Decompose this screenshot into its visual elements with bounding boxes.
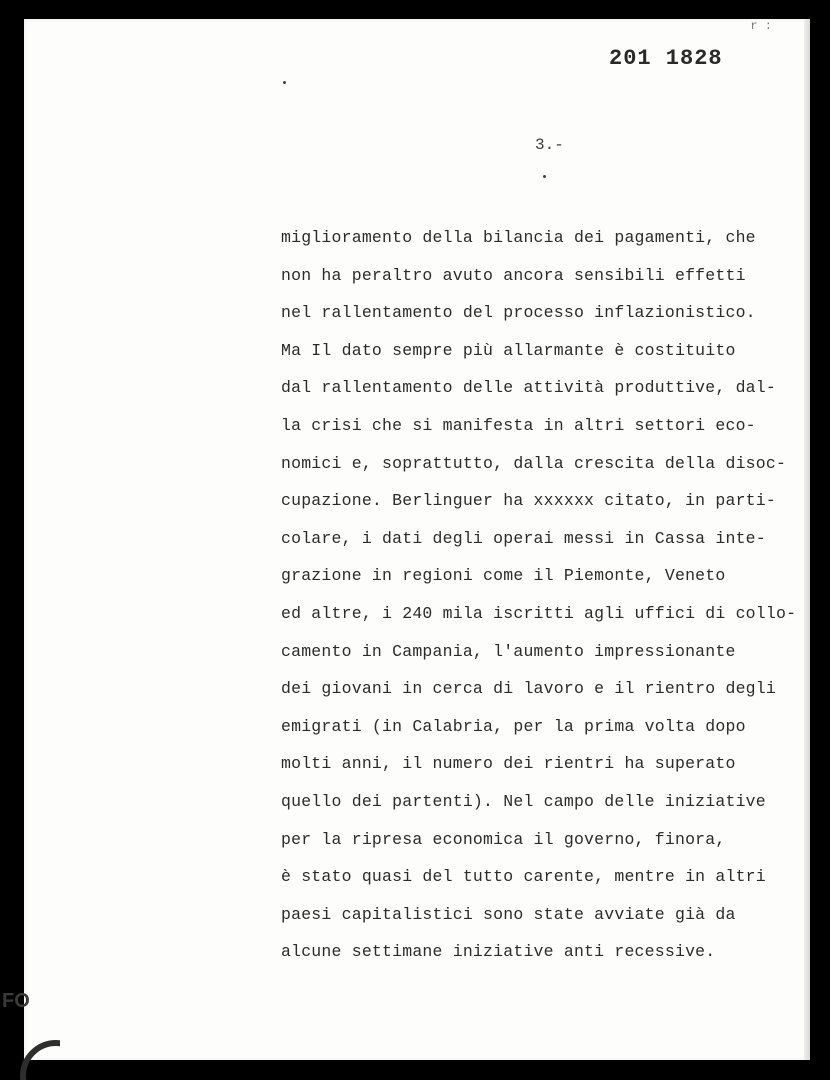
text-line: camento in Campania, l'aumento impressionante: [281, 641, 736, 661]
archive-number: 201 1828: [609, 46, 723, 71]
text-line: nel rallentamento del processo inflazionistico.: [281, 303, 756, 323]
text-line: miglioramento della bilancia dei pagamenti, che: [281, 228, 756, 247]
watermark-logo: [0, 980, 60, 1080]
watermark-circle-icon: [20, 1040, 60, 1080]
text-line: grazione in regioni come il Piemonte, Veneto: [281, 566, 726, 586]
text-line: emigrati (in Calabria, per la prima volta dopo: [281, 716, 746, 736]
page-number: 3.-: [535, 136, 564, 154]
text-line: cupazione. Berlinguer ha xxxxxx citato, in parti-: [281, 491, 776, 511]
text-line: Ma Il dato sempre più allarmante è costituito: [281, 340, 736, 360]
text-line: è stato quasi del tutto carente, mentre in altri: [281, 867, 766, 887]
text-line: dal rallentamento delle attività produttive, dal-: [281, 378, 776, 398]
watermark-text: FO: [2, 990, 30, 1012]
speck: [543, 175, 546, 178]
text-line: colare, i dati degli operai messi in Cassa inte-: [281, 528, 766, 548]
page-edge: [804, 19, 810, 1060]
typed-paragraph: [281, 219, 801, 971]
text-line: dei giovani in cerca di lavoro e il rientro degli: [281, 679, 776, 699]
text-line: paesi capitalistici sono state avviate già da: [281, 904, 736, 924]
text-line: ed altre, i 240 mila iscritti agli uffici di collo-: [281, 603, 797, 623]
text-line: la crisi che si manifesta in altri settori eco-: [281, 415, 756, 435]
text-line: nomici e, soprattutto, dalla crescita della disoc-: [281, 453, 787, 473]
document-page: [24, 19, 810, 1060]
text-line: molti anni, il numero dei rientri ha superato: [281, 754, 736, 774]
text-line: per la ripresa economica il governo, finora,: [281, 829, 726, 849]
text-line: quello dei partenti). Nel campo delle iniziative: [281, 791, 766, 811]
text-line: non ha peraltro avuto ancora sensibili effetti: [281, 265, 746, 285]
corner-mark: r :: [750, 19, 772, 33]
text-line: alcune settimane iniziative anti recessive.: [281, 942, 716, 962]
speck: [283, 81, 286, 84]
